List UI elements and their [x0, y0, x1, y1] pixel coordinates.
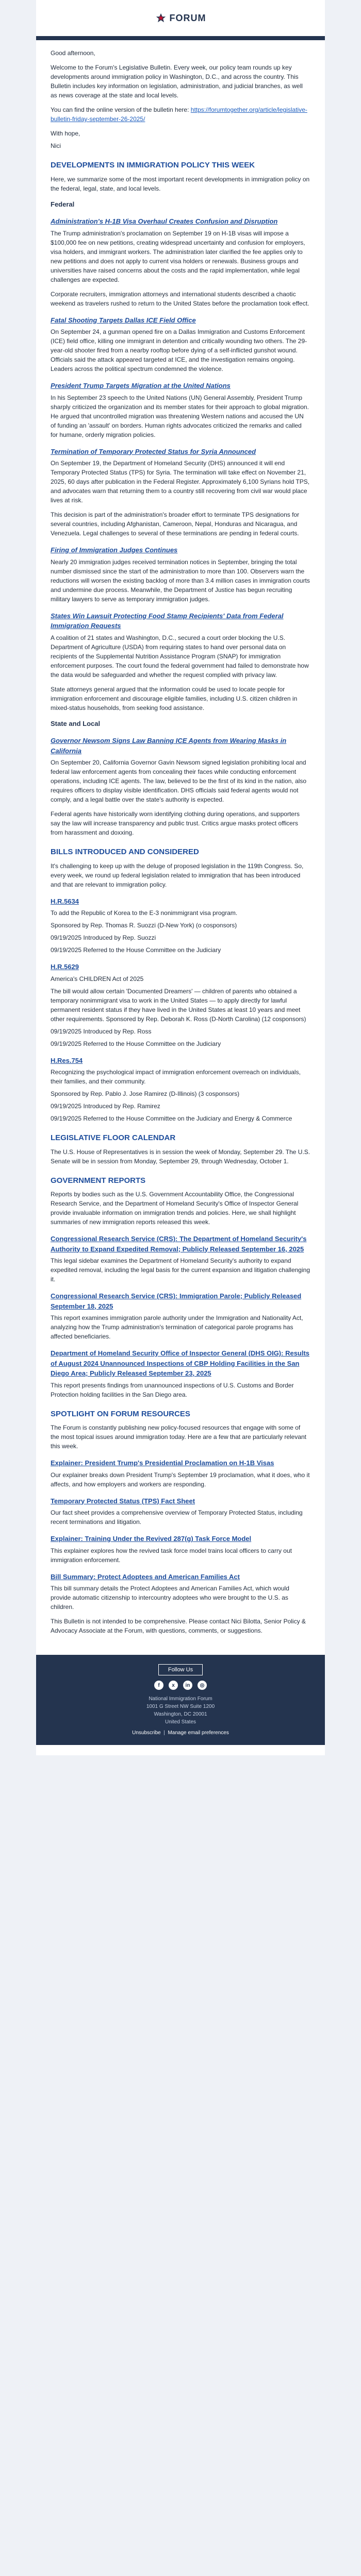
resource-body: This explainer explores how the revived task force model trains local officers to carry out immigration enforcement.: [51, 1547, 292, 1564]
story-title[interactable]: States Win Lawsuit Protecting Food Stamp Recipients' Data from Federal Immigration Requests: [51, 612, 284, 630]
resource-title[interactable]: Explainer: President Trump's Presidential Proclamation on H-1B Visas: [51, 1459, 274, 1467]
resource-title[interactable]: Bill Summary: Protect Adoptees and American Families Act: [51, 1572, 240, 1581]
bill-date: 09/19/2025 Introduced by Rep. Suozzi: [51, 934, 156, 941]
instagram-icon[interactable]: ◎: [198, 1681, 207, 1690]
report-body: This report presents findings from unannounced inspections of U.S. Customs and Border Protection holding facilities in the San Diego area.: [51, 1381, 294, 1398]
story-body: On September 19, the Department of Homeland Security (DHS) announced it will end Temporary Protected Status (TPS) for Syria. The termination will take effect on November 21, 2025, 60 days after publication in the Federal Register. Approximately 6,100 Syrians hold TPS, and advocates warn that returning them to a country still recovering from civil war would place lives at risk.: [51, 460, 310, 504]
bill-status: 09/19/2025 Referred to the House Committee on the Judiciary: [51, 946, 221, 954]
bills-intro: It's challenging to keep up with the deluge of proposed legislation in the 119th Congress. So, every week, we round up federal legislation related to immigration that has been introduced and that are relevant to immigration policy.: [51, 862, 304, 888]
section-reports: GOVERNMENT REPORTS: [51, 1176, 146, 1185]
story-body: State attorneys general argued that the information could be used to locate people for immigration enforcement and discourage eligible families, including U.S. citizen children in mixed-status households, from seeking food assistance.: [51, 685, 298, 711]
forum-logo[interactable]: [155, 12, 206, 24]
unsubscribe-link[interactable]: Unsubscribe: [132, 1730, 161, 1736]
x-twitter-icon[interactable]: x: [169, 1681, 178, 1690]
bill-sponsor: Sponsored by Rep. Pablo J. Jose Ramirez (D-Illinois) (3 cosponsors): [51, 1090, 240, 1097]
signoff: With hope,: [51, 130, 80, 137]
section-floor: LEGISLATIVE FLOOR CALENDAR: [51, 1133, 176, 1142]
developments-intro: Here, we summarize some of the most important recent developments in immigration policy on the federal, legal, state, and local levels.: [51, 175, 310, 192]
facebook-icon[interactable]: f: [154, 1681, 163, 1690]
story-body: The Trump administration's proclamation on September 19 on H-1B visas will impose a $100,000 fee on new petitions, creating widespread uncertainty and confusion for employers, visa holders, and immigrant workers. The administration later clarified the fee applies only to new petitions and does not apply to current visa holders or renewals. Business groups and universities have raised concerns about the costs and the rapid implementation, while legal challenges are expected.: [51, 229, 305, 283]
story-body: On September 24, a gunman opened fire on a Dallas Immigration and Customs Enforcement (ICE) field office, killing one immigrant in detention and critically wounding two others. The 29-year-old shooter fired from a nearby rooftop before dying of a self-inflicted gunshot wound. Officials said the attack appeared targeted at ICE, and the investigation remains ongoing. Leaders across the political spectrum condemned the violence.: [51, 328, 307, 372]
story-title[interactable]: President Trump Targets Migration at the United Nations: [51, 382, 231, 389]
bottom-spacer: [36, 1745, 325, 1755]
section-bills: BILLS INTRODUCED AND CONSIDERED: [51, 848, 199, 856]
bill-number[interactable]: H.R.5629: [51, 963, 79, 971]
story-title[interactable]: Termination of Temporary Protected Status for Syria Announced: [51, 447, 256, 455]
brand-name: FORUM: [169, 12, 206, 23]
resource-title[interactable]: Explainer: Training Under the Revived 287(g) Task Force Model: [51, 1535, 252, 1543]
bill-sponsor: Sponsored by Rep. Thomas R. Suozzi (D-New York) (o cosponsors): [51, 922, 237, 929]
bill-number[interactable]: H.R.5634: [51, 897, 79, 905]
masthead: [36, 0, 325, 36]
bill-title: To add the Republic of Korea to the E-3 nonimmigrant visa program.: [51, 909, 238, 917]
spotlight-intro: The Forum is constantly publishing new policy-focused resources that engage with some of the most topical issues around immigration today. Here are a few that are particularly relevant this week.: [51, 1424, 307, 1450]
bill-number[interactable]: H.Res.754: [51, 1056, 83, 1064]
bill-date: 09/19/2025 Introduced by Rep. Ross: [51, 1027, 152, 1035]
story-body: On September 20, California Governor Gavin Newsom signed legislation prohibiting local and federal law enforcement agents from concealing their faces while conducting enforcement operations, including ICE agents. The law, believed to be the first of its kind in the nation, also requires officers to display visible identification. DHS officials said federal agents would not comply, and a legal battle over the state's authority is expected.: [51, 759, 307, 803]
footer-address: National Immigration Forum 1001 G Street NW Suite 1200 Washington, DC 20001 United States: [146, 1696, 215, 1725]
story-body: Corporate recruiters, immigration attorneys and international students described a chaotic weekend as travelers rushed to return to the United States before the proclamation took effect.: [51, 290, 309, 307]
story-title[interactable]: Administration's H-1B Visa Overhaul Creates Confusion and Disruption: [51, 217, 278, 225]
header-rule: [36, 36, 325, 40]
story-body: Federal agents have historically worn identifying clothing during operations, and supporters say the law will increase transparency and public trust. Critics argue masks protect officers from harassment and doxxing.: [51, 810, 300, 836]
resource-title[interactable]: Temporary Protected Status (TPS) Fact Sheet: [51, 1497, 195, 1505]
bill-title: Recognizing the psychological impact of immigration enforcement overreach on individuals, their families, and their community.: [51, 1069, 301, 1085]
email-shell: [36, 0, 325, 1755]
report-body: This report examines immigration parole authority under the Immigration and Nationality Act, analyzing how the Trump administration's termination of categorical parole programs has affected beneficiaries.: [51, 1314, 303, 1340]
subsection-state-local: State and Local: [51, 719, 101, 727]
resource-body: Our explainer breaks down President Trump's September 19 proclamation, what it does, who it affects, and how employers and workers are responding.: [51, 1471, 310, 1488]
closing-note: This Bulletin is not intended to be comprehensive. Please contact Nici Bilotta, Senior Policy & Advocacy Associate at the Forum, with questions, comments, or suggestions.: [51, 1618, 306, 1634]
star-logo-icon: [155, 12, 167, 24]
signer-name: Nici: [51, 142, 61, 149]
linkedin-icon[interactable]: in: [183, 1681, 192, 1690]
follow-us-button[interactable]: Follow Us: [158, 1664, 203, 1675]
story-body: A coalition of 21 states and Washington, D.C., secured a court order blocking the U.S. Department of Agriculture (USDA) from requiring states to hand over personal data on recipients of the Supplemental Nutrition Assistance Program (SNAP) for immigration enforcement purposes. The court found the federal government had failed to demonstrate how the data would be safeguarded and whether the request complied with privacy law.: [51, 634, 309, 679]
footer: [36, 1655, 325, 1745]
social-links: [46, 1681, 315, 1690]
bulletin-body: [36, 40, 325, 1645]
story-title[interactable]: Governor Newsom Signs Law Banning ICE Agents from Wearing Masks in California: [51, 737, 287, 755]
report-title[interactable]: Department of Homeland Security Office of Inspector General (DHS OIG): Results of August 2024 Unannounced Inspections of CBP Holding Facilities in the San Diego Area; Publicly Released September 23, 2025: [51, 1349, 310, 1377]
reports-intro: Reports by bodies such as the U.S. Government Accountability Office, the Congressional Research Service, and the Department of Homeland Security's Office of Inspector General provide invaluable information on immigration trends and policies. Here, we shall highlight summaries of new immigration reports released this week.: [51, 1191, 299, 1226]
story-title[interactable]: Fatal Shooting Targets Dallas ICE Field Office: [51, 316, 196, 324]
bill-status: 09/19/2025 Referred to the House Committee on the Judiciary and Energy & Commerce: [51, 1115, 292, 1122]
bill-status: 09/19/2025 Referred to the House Committee on the Judiciary: [51, 1040, 221, 1047]
online-version-link[interactable]: https://forumtogether.org/article/legislative-bulletin-friday-september-26-2025/: [51, 106, 307, 123]
section-developments: DEVELOPMENTS IN IMMIGRATION POLICY THIS WEEK: [51, 161, 255, 170]
story-body: Nearly 20 immigration judges received termination notices in September, bringing the total number dismissed since the start of the administration to more than 100. Observers warn the reductions will worsen the existing backlog of more than 3.4 million cases in immigration courts and undermine due process. Meanwhile, the Department of Justice has begun recruiting military lawyers to serve as temporary immigration judges.: [51, 558, 310, 603]
story-title[interactable]: Firing of Immigration Judges Continues: [51, 546, 178, 554]
story-body: In his September 23 speech to the United Nations (UN) General Assembly, President Trump sharply criticized the organization and its member states for their approach to global migration. He argued that uncontrolled migration was threatening Western nations and accused the UN of funding an 'assault' on borders. Human rights advocates criticized the remarks and called for humane, orderly migration policies.: [51, 394, 309, 438]
report-body: This legal sidebar examines the Department of Homeland Security's authority to expand expedited removal, including the legal basis for the current expansion and litigation challenging it.: [51, 1257, 310, 1283]
footer-links: Unsubscribe | Manage email preferences: [132, 1730, 229, 1736]
subsection-federal: Federal: [51, 200, 75, 208]
floor-text: The U.S. House of Representatives is in session the week of Monday, September 29. The U.S. Senate will be in session from Monday, September 29, through Wednesday, October 1.: [51, 1148, 310, 1165]
bill-sponsor: The bill would allow certain 'Documented Dreamers' — children of parents who obtained a temporary nonimmigrant visa to work in the United States — to apply directly for lawful permanent resident status if they have lived in the United States at least 10 years and meet other requirements. Sponsored by Rep. Deborah K. Ross (D-North Carolina) (12 cosponsors): [51, 987, 306, 1023]
online-version-text: You can find the online version of the bulletin here: https://forumtogether.org/article/legislative-bulletin-friday-september-26-2025/: [51, 106, 307, 123]
report-title[interactable]: Congressional Research Service (CRS): The Department of Homeland Security's Authority to Expand Expedited Removal; Publicly Released September 16, 2025: [51, 1235, 307, 1253]
intro-paragraph: Welcome to the Forum's Legislative Bulletin. Every week, our policy team rounds up key developments around immigration policy in Washington, D.C., and across the country. This Bulletin includes key information on legislation, administration, and judicial branches, as well as news coverage at the state and local levels.: [51, 64, 303, 99]
section-spotlight: SPOTLIGHT ON FORUM RESOURCES: [51, 1409, 190, 1418]
bill-date: 09/19/2025 Introduced by Rep. Ramirez: [51, 1103, 160, 1110]
story-body: This decision is part of the administration's broader effort to terminate TPS designations for several countries, including Afghanistan, Cameroon, Nepal, Honduras and Nicaragua, and Venezuela. Legal challenges to several of these terminations are pending in federal courts.: [51, 511, 300, 537]
greeting: Good afternoon,: [51, 49, 95, 57]
preferences-link[interactable]: Manage email preferences: [168, 1730, 229, 1736]
resource-body: This bill summary details the Protect Adoptees and American Families Act, which would provide automatic citizenship to intercountry adoptees who were brought to the U.S. as children.: [51, 1585, 289, 1611]
resource-body: Our fact sheet provides a comprehensive overview of Temporary Protected Status, including recent terminations and litigation.: [51, 1509, 303, 1526]
report-title[interactable]: Congressional Research Service (CRS): Immigration Parole; Publicly Released September 18, 2025: [51, 1292, 302, 1310]
bill-title: America's CHILDREN Act of 2025: [51, 975, 144, 982]
